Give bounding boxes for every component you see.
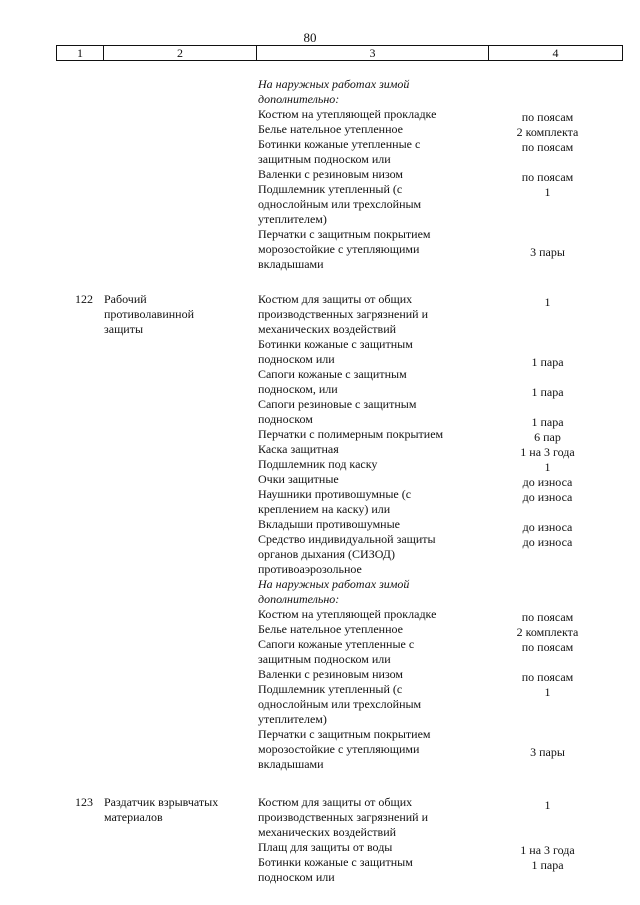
item-quantity: 1 пара bbox=[531, 355, 564, 369]
profession-name bbox=[104, 795, 244, 825]
item-name: морозостойкие с утепляющими bbox=[258, 242, 420, 256]
item-name: Наушники противошумные (с bbox=[258, 487, 412, 501]
item-name: Ботинки кожаные с защитным bbox=[258, 337, 413, 351]
item-name: однослойным или трехслойным bbox=[258, 697, 422, 711]
item-quantity: 1 пара bbox=[531, 385, 564, 399]
page-number: 80 bbox=[303, 30, 317, 45]
item-quantity: 1 bbox=[544, 798, 551, 812]
item-quantity: 1 bbox=[544, 685, 551, 699]
item-quantity: по поясам bbox=[521, 610, 574, 624]
item-quantity: 3 пары bbox=[530, 745, 565, 759]
profession-line: материалов bbox=[104, 810, 163, 824]
item-name: производственных загрязнений и bbox=[258, 307, 429, 321]
item-quantity: до износа bbox=[522, 490, 573, 504]
item-name: Ботинки кожаные утепленные с bbox=[258, 137, 421, 151]
item-name: утеплителем) bbox=[258, 712, 327, 726]
item-name: производственных загрязнений и bbox=[258, 810, 429, 824]
profession-line: защиты bbox=[104, 322, 144, 336]
item-name: Плащ для защиты от воды bbox=[258, 840, 393, 854]
item-name: дополнительно: bbox=[258, 92, 340, 106]
item-name: защитным подноском или bbox=[258, 652, 391, 666]
item-name: подноском или bbox=[258, 352, 335, 366]
item-name: Перчатки с защитным покрытием bbox=[258, 727, 431, 741]
item-name: Каска защитная bbox=[258, 442, 339, 456]
item-name: Костюм для защиты от общих bbox=[258, 795, 413, 809]
item-name: Валенки с резиновым низом bbox=[258, 667, 404, 681]
item-quantity: 3 пары bbox=[530, 245, 565, 259]
item-name: Средство индивидуальной защиты bbox=[258, 532, 436, 546]
item-quantity: по поясам bbox=[521, 170, 574, 184]
item-quantity: 1 на 3 года bbox=[520, 843, 575, 857]
item-quantity: 1 пара bbox=[531, 858, 564, 872]
item-name: однослойным или трехслойным bbox=[258, 197, 422, 211]
item-quantity: до износа bbox=[522, 475, 573, 489]
item-name: Сапоги резиновые с защитным bbox=[258, 397, 417, 411]
header-col-4: 4 bbox=[552, 46, 559, 60]
item-name: подноском, или bbox=[258, 382, 338, 396]
item-quantity: 1 на 3 года bbox=[520, 445, 575, 459]
item-name: подноском bbox=[258, 412, 313, 426]
item-name: защитным подноском или bbox=[258, 152, 391, 166]
item-quantity: по поясам bbox=[521, 670, 574, 684]
item-quantity: до износа bbox=[522, 535, 573, 549]
item-quantity: 1 пара bbox=[531, 415, 564, 429]
item-name: Сапоги кожаные утепленные с bbox=[258, 637, 415, 651]
item-name: противоаэрозольное bbox=[258, 562, 362, 576]
item-name: На наружных работах зимой bbox=[258, 77, 410, 91]
item-name: Костюм на утепляющей прокладке bbox=[258, 607, 437, 621]
item-quantity: по поясам bbox=[521, 110, 574, 124]
profession-line: Раздатчик взрывчатых bbox=[104, 795, 219, 809]
header-col-3: 3 bbox=[257, 46, 489, 60]
header-col-2: 2 bbox=[104, 46, 257, 60]
item-name: Сапоги кожаные с защитным bbox=[258, 367, 407, 381]
item-name: Белье нательное утепленное bbox=[258, 122, 403, 136]
item-name: Подшлемник под каску bbox=[258, 457, 378, 471]
item-name: Перчатки с защитным покрытием bbox=[258, 227, 431, 241]
item-quantity: 2 комплекта bbox=[516, 125, 579, 139]
row-number: 123 bbox=[75, 795, 93, 809]
item-name: дополнительно: bbox=[258, 592, 340, 606]
row-number: 122 bbox=[75, 292, 93, 306]
item-name: Костюм для защиты от общих bbox=[258, 292, 413, 306]
item-quantity: по поясам bbox=[521, 140, 574, 154]
item-name: Валенки с резиновым низом bbox=[258, 167, 404, 181]
item-name: Вкладыши противошумные bbox=[258, 517, 400, 531]
item-quantity: 1 bbox=[544, 295, 551, 309]
item-name: органов дыхания (СИЗОД) bbox=[258, 547, 395, 561]
item-name: морозостойкие с утепляющими bbox=[258, 742, 420, 756]
item-name: Подшлемник утепленный (с bbox=[258, 682, 403, 696]
profession-name bbox=[104, 292, 244, 337]
item-quantity: 2 комплекта bbox=[516, 625, 579, 639]
item-name: механических воздействий bbox=[258, 825, 397, 839]
item-quantity: до износа bbox=[522, 520, 573, 534]
item-name: Костюм на утепляющей прокладке bbox=[258, 107, 437, 121]
item-name: Подшлемник утепленный (с bbox=[258, 182, 403, 196]
item-quantity: по поясам bbox=[521, 640, 574, 654]
item-name: Очки защитные bbox=[258, 472, 339, 486]
item-quantity: 6 пар bbox=[534, 430, 561, 444]
item-name: На наружных работах зимой bbox=[258, 577, 410, 591]
profession-line: противолавинной bbox=[104, 307, 195, 321]
item-name: Белье нательное утепленное bbox=[258, 622, 403, 636]
item-name: вкладышами bbox=[258, 757, 324, 771]
item-name: вкладышами bbox=[258, 257, 324, 271]
item-name: утеплителем) bbox=[258, 212, 327, 226]
item-quantity: 1 bbox=[544, 460, 551, 474]
item-name: механических воздействий bbox=[258, 322, 397, 336]
item-name: Ботинки кожаные с защитным bbox=[258, 855, 413, 869]
item-name: подноском или bbox=[258, 870, 335, 884]
header-col-1: 1 bbox=[57, 46, 104, 60]
item-name: Перчатки с полимерным покрытием bbox=[258, 427, 444, 441]
table-header bbox=[56, 45, 623, 61]
profession-line: Рабочий bbox=[104, 292, 147, 306]
item-name: креплением на каску) или bbox=[258, 502, 391, 516]
item-quantity: 1 bbox=[544, 185, 551, 199]
